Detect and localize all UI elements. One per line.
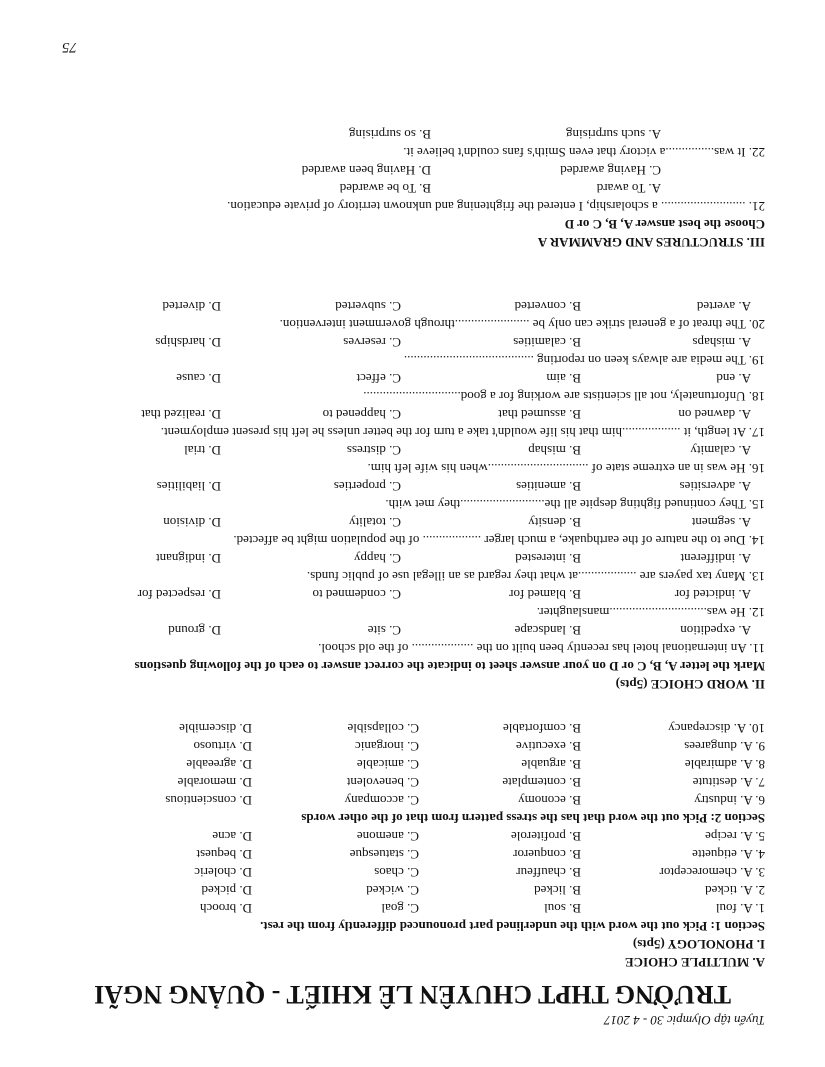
question-stem: 12. He was..............................manslaughter. <box>536 605 765 620</box>
question-row <box>60 755 765 773</box>
question-row <box>60 161 765 179</box>
option-d: D. ground <box>168 623 221 638</box>
option-a: 7. A. destitute <box>692 775 765 790</box>
option-a: A. mishaps <box>692 335 751 350</box>
option-d: D. picked <box>201 883 252 898</box>
option-c: C. happy <box>354 551 401 566</box>
option-d: D. conscientious <box>165 793 252 808</box>
option-b: B. interested <box>515 551 581 566</box>
option-b: B. economy <box>518 793 581 808</box>
option-c: C. Having awarded <box>560 163 661 178</box>
phonology-heading: I. PHONOLOGY (5pts) <box>632 937 765 952</box>
option-a: 5. A. recipe <box>705 829 765 844</box>
option-d: D. hardships <box>155 335 221 350</box>
question-row <box>60 719 765 737</box>
option-a: A. segment <box>691 515 751 530</box>
option-b: B. chauffeur <box>516 865 581 880</box>
option-d: D. division <box>163 515 221 530</box>
question-stem: 19. The media are always keen on reporting ........................................ <box>403 353 765 368</box>
option-c: C. anemone <box>356 829 419 844</box>
option-d: D. bequest <box>196 847 252 862</box>
option-b: B. so surprising <box>349 127 431 142</box>
phonology-section <box>60 719 765 971</box>
option-b: B. aim <box>546 371 581 386</box>
option-b: B. landscape <box>514 623 581 638</box>
option-b: B. calamities <box>513 335 581 350</box>
option-d: D. Having been awarded <box>301 163 431 178</box>
option-d: D. indignant <box>156 551 221 566</box>
question-row <box>60 369 765 387</box>
question-row <box>60 405 765 423</box>
question-row <box>60 125 765 143</box>
option-a: A. indicted for <box>674 587 751 602</box>
option-c: C. subverted <box>335 299 401 314</box>
option-b: B. soul <box>544 901 581 916</box>
question-row <box>60 621 765 639</box>
question-row <box>60 899 765 917</box>
option-c: C. collapsible <box>347 721 419 736</box>
option-a: A. indifferent <box>680 551 751 566</box>
multiple-choice-heading: A. MULTIPLE CHOICE <box>624 955 765 970</box>
option-c: C. accompany <box>344 793 419 808</box>
option-a: A. averted <box>696 299 751 314</box>
option-c: C. happened to <box>322 407 401 422</box>
question-row <box>60 513 765 531</box>
question-row <box>60 827 765 845</box>
question-stem: 13. Many tax payers are ..................at what they regard as an illegal use of public funds. <box>306 569 765 584</box>
option-a: A. end <box>716 371 751 386</box>
school-title: TRƯỜNG THPT CHUYÊN LÊ KHIẾT - QUẢNG NGÃI <box>94 980 731 1009</box>
option-b: B. comfortable <box>503 721 581 736</box>
option-d: D. realized that <box>141 407 221 422</box>
option-c: C. totality <box>349 515 401 530</box>
question-row <box>60 737 765 755</box>
section2-instruction: Section 2: Pick out the word that has the stress pattern from that of the other words <box>301 811 765 826</box>
option-a: A. such surprising <box>566 127 661 142</box>
option-b: B. executive <box>516 739 581 754</box>
option-d: D. liabilities <box>156 479 221 494</box>
page-number: 75 <box>62 39 77 55</box>
question-row <box>60 845 765 863</box>
question-stem: 15. They continued fighting despite all the..........................they met with. <box>385 497 765 512</box>
question-row <box>60 297 765 315</box>
question-stem: 11. An international hotel has recently been built on the ................... of the old school. <box>318 641 765 656</box>
option-c: C. amicable <box>356 757 419 772</box>
option-a: A. expedition <box>680 623 751 638</box>
section1-instruction: Section 1: Pick out the word with the underlined part pronounced differently from the rest. <box>260 919 765 934</box>
option-a: 9. A. dungarees <box>684 739 765 754</box>
grammar-section <box>60 125 765 251</box>
option-a: A. calamity <box>690 443 751 458</box>
option-c: C. goal <box>381 901 419 916</box>
option-a: 3. A. chemoreceptor <box>659 865 765 880</box>
option-a: 4. A. etiquette <box>692 847 765 862</box>
option-b: B. converted <box>514 299 581 314</box>
option-b: B. amenities <box>516 479 581 494</box>
option-b: B. blamed for <box>509 587 581 602</box>
option-a: 1. A. foul <box>715 901 765 916</box>
option-b: B. profiterole <box>510 829 581 844</box>
option-a: 10. A. discrepancy <box>668 721 765 736</box>
question-stem: 21. .......................... a scholarship, I entered the frightening and unknown territory of private education. <box>227 199 765 214</box>
option-c: C. inorganic <box>354 739 419 754</box>
word-choice-instruction: Mark the letter A, B, C or D on your answer sheet to indicate the correct answer to each of the following questions <box>134 659 765 674</box>
option-b: B. conqueror <box>513 847 581 862</box>
option-a: 8. A. admirable <box>684 757 765 772</box>
question-row <box>60 179 765 197</box>
option-d: D. memorable <box>177 775 252 790</box>
option-d: D. choleric <box>194 865 252 880</box>
question-stem: 22. It was...............a victory that even Smith's fans couldn't believe it. <box>403 145 765 160</box>
option-b: B. density <box>528 515 581 530</box>
option-c: C. statuesque <box>349 847 419 862</box>
option-c: C. chaos <box>374 865 419 880</box>
word-choice-heading: II. WORD CHOICE (5pts) <box>615 677 765 692</box>
grammar-instruction: Choose the best answer A, B, C or D <box>564 217 765 232</box>
question-row <box>60 477 765 495</box>
word-choice-section <box>60 297 765 693</box>
option-d: D. acne <box>212 829 252 844</box>
option-a: 2. A. ticked <box>705 883 765 898</box>
option-a: A. To award <box>596 181 661 196</box>
option-c: C. properties <box>333 479 401 494</box>
question-row <box>60 881 765 899</box>
question-stem: 18. Unfortunately, not all scientists are working for a good.............................. <box>363 389 765 404</box>
option-b: B. arguable <box>521 757 581 772</box>
question-row <box>60 863 765 881</box>
option-d: D. cause <box>176 371 221 386</box>
option-b: B. assumed that <box>498 407 581 422</box>
option-b: B. mishap <box>528 443 581 458</box>
question-row <box>60 549 765 567</box>
option-a: A. adversities <box>679 479 751 494</box>
option-c: C. distress <box>346 443 401 458</box>
option-d: D. respected for <box>137 587 221 602</box>
question-stem: 14. Due to the nature of the earthquake, a much larger .................. of the population might be affected. <box>233 533 765 548</box>
question-stem: 16. He was in an extreme state of ...............................when his wife left him. <box>367 461 765 476</box>
option-b: B. licked <box>534 883 581 898</box>
option-d: D. brooch <box>200 901 252 916</box>
option-d: D. virtuoso <box>193 739 252 754</box>
option-b: B. To be awarded <box>339 181 431 196</box>
option-d: D. agreeable <box>186 757 252 772</box>
question-row <box>60 773 765 791</box>
option-c: C. condemned to <box>312 587 401 602</box>
option-d: D. discernible <box>179 721 252 736</box>
option-c: C. reserves <box>343 335 401 350</box>
question-stem: 17. At length, it ..................him that his life wouldn't take a turn for the better unless he left his present employment. <box>160 425 765 440</box>
option-c: C. site <box>367 623 401 638</box>
word-choice-items <box>60 297 765 657</box>
question-row <box>60 791 765 809</box>
option-d: D. diverted <box>162 299 221 314</box>
question-stem: 20. The threat of a general strike can only be .......................through government intervention. <box>279 317 765 332</box>
option-a: 6. A. industry <box>694 793 765 808</box>
option-c: C. effect <box>356 371 401 386</box>
question-row <box>60 585 765 603</box>
option-d: D. trial <box>184 443 221 458</box>
option-c: C. wicked <box>366 883 419 898</box>
question-row <box>60 441 765 459</box>
question-row <box>60 333 765 351</box>
option-a: A. dawned on <box>678 407 751 422</box>
option-c: C. benevolent <box>346 775 419 790</box>
grammar-heading: III. STRUCTURES AND GRAMMAR A <box>537 235 765 250</box>
running-title: Tuyển tập Olympic 30 - 4 2017 <box>603 1013 765 1028</box>
option-b: B. contemplate <box>502 775 581 790</box>
